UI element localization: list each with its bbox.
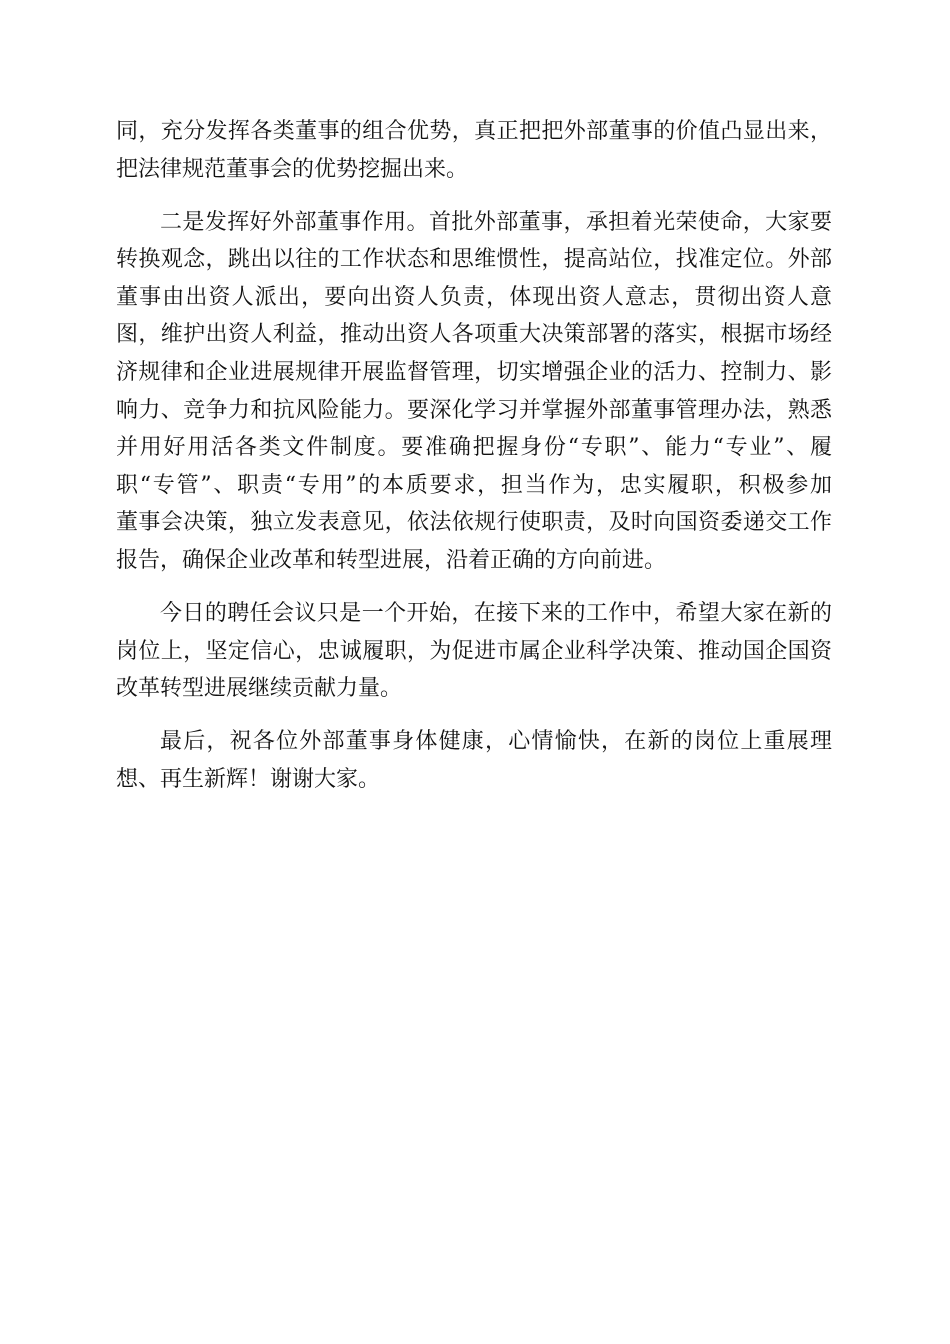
- text-line: 岗位上，坚定信心，忠诚履职，为促进市属企业科学决策、推动国企国资: [116, 638, 832, 664]
- text-line: 职“专管”、职责“专用”的本质要求，担当作为，忠实履职，积极参加: [116, 472, 832, 498]
- paragraph-1: [116, 113, 832, 188]
- text-line: 把法律规范董事会的优势挖掘出来。: [116, 156, 469, 182]
- text-line: 董事会决策，独立发表意见，依法依规行使职责，及时向国资委递交工作: [116, 510, 832, 536]
- text-line: 响力、竞争力和抗风险能力。要深化学习并掌握外部董事管理办法，熟悉: [116, 397, 832, 423]
- text-line: 并用好用活各类文件制度。要准确把握身份“专职”、能力“专业”、履: [116, 435, 832, 461]
- text-line: 济规律和企业进展规律开展监督管理，切实增强企业的活力、控制力、影: [116, 360, 832, 386]
- text-line: 报告，确保企业改革和转型进展，沿着正确的方向前进。: [116, 548, 667, 574]
- text-line: 董事由出资人派出，要向出资人负责，体现出资人意志，贯彻出资人意: [116, 284, 832, 310]
- document-page: [116, 113, 832, 814]
- paragraph-2: [116, 204, 832, 580]
- text-line: 改革转型进展继续贡献力量。: [116, 676, 403, 702]
- paragraph-3: [116, 595, 832, 708]
- text-line: 同，充分发挥各类董事的组合优势，真正把把外部董事的价值凸显出来，: [116, 119, 832, 144]
- text-line: 想、再生新辉！谢谢大家。: [116, 767, 381, 792]
- text-line: 最后，祝各位外部董事身体健康，心情愉快，在新的岗位上重展理: [160, 729, 832, 755]
- text-line: 图，维护出资人利益，推动出资人各项重大决策部署的落实，根据市场经: [116, 322, 832, 348]
- text-line: 今日的聘任会议只是一个开始，在接下来的工作中，希望大家在新的: [160, 601, 832, 627]
- paragraph-4: [116, 723, 832, 798]
- text-line: 二是发挥好外部董事作用。首批外部董事，承担着光荣使命，大家要: [160, 209, 832, 235]
- text-line: 转换观念，跳出以往的工作状态和思维惯性，提高站位，找准定位。外部: [116, 247, 832, 273]
